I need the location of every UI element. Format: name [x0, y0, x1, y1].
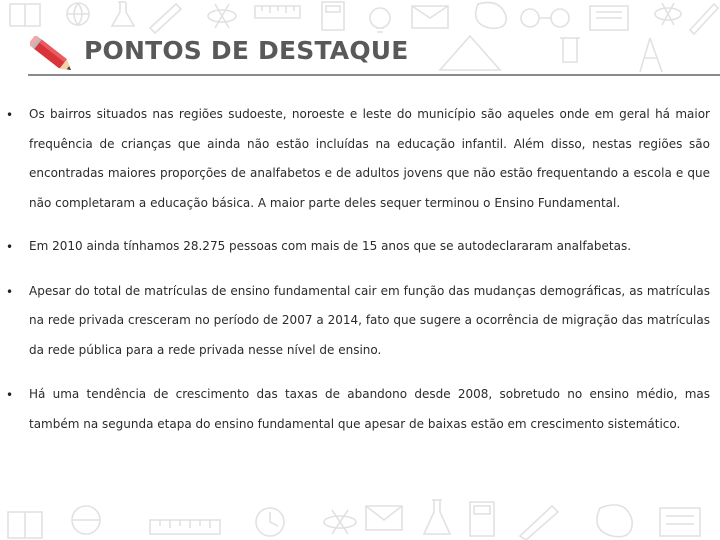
- page-title: PONTOS DE DESTAQUE: [84, 36, 409, 65]
- bullet-dot: •: [6, 284, 14, 299]
- flask-doodle: [112, 2, 134, 26]
- lamp-doodle: [370, 8, 390, 32]
- paint-doodle: [476, 3, 506, 29]
- title-bar: [28, 30, 720, 78]
- bullet-item: [6, 380, 710, 439]
- atom-doodle-2: [655, 3, 681, 25]
- ruler-doodle-2: [150, 520, 220, 534]
- calculator-doodle-2: [470, 502, 494, 536]
- bullet-text: Há uma tendência de crescimento das taxas de abandono desde 2008, sobretudo no ensino médio, mas também na segunda etapa do ensino fundamental que apesar de baixas estão em crescimento sistemático.: [29, 387, 710, 431]
- clock-doodle: [256, 508, 284, 536]
- ruler-doodle: [255, 6, 300, 18]
- bullet-dot: •: [6, 108, 14, 122]
- bullet-dot: •: [6, 388, 14, 402]
- bullet-item: [6, 232, 710, 262]
- book-doodle-4: [660, 508, 700, 536]
- book-doodle-3: [8, 512, 42, 538]
- globe-doodle-2: [72, 506, 100, 534]
- bullet-text: Em 2010 ainda tínhamos 28.275 pessoas com mais de 15 anos que se autodeclararam analfabetas.: [29, 239, 632, 253]
- bullet-text: Os bairros situados nas regiões sudoeste, noroeste e leste do município são aqueles onde em geral há maior frequência de crianças que ainda não estão incluídas na educação infantil. Além disso, nestas regiões são encontradas maiores proporções de analfabetos e de adultos jovens que não estão frequentando a escola e que não completaram a educação básica. A maior parte deles sequer terminou o Ensino Fundamental.: [29, 107, 710, 210]
- book-doodle-2: [590, 6, 628, 30]
- envelope-doodle-2: [366, 506, 402, 530]
- bullet-item: [6, 100, 710, 218]
- pencil-doodle: [150, 4, 181, 33]
- envelope-doodle: [412, 6, 448, 28]
- calculator-doodle: [322, 2, 344, 30]
- pencil-doodle-2: [520, 506, 558, 540]
- flask-doodle-2: [424, 500, 450, 534]
- paint-doodle-2: [597, 505, 632, 537]
- glasses-doodle: [521, 9, 569, 27]
- pencil-icon: [30, 36, 76, 76]
- globe-doodle: [67, 3, 89, 25]
- bullet-item: [6, 277, 710, 366]
- atom-doodle: [208, 4, 236, 28]
- bullet-text: Apesar do total de matrículas de ensino fundamental cair em função das mudanças demográficas, as matrículas na rede privada cresceram no período de 2007 a 2014, fato que sugere a ocorrência de migração das matrículas da rede pública para a rede privada nesse nível de ensino.: [29, 283, 710, 357]
- atom-doodle-3: [324, 510, 356, 534]
- bullet-list: [6, 100, 710, 439]
- title-underline: [28, 74, 720, 76]
- book-doodle: [10, 4, 40, 26]
- bullet-dot: •: [6, 240, 14, 254]
